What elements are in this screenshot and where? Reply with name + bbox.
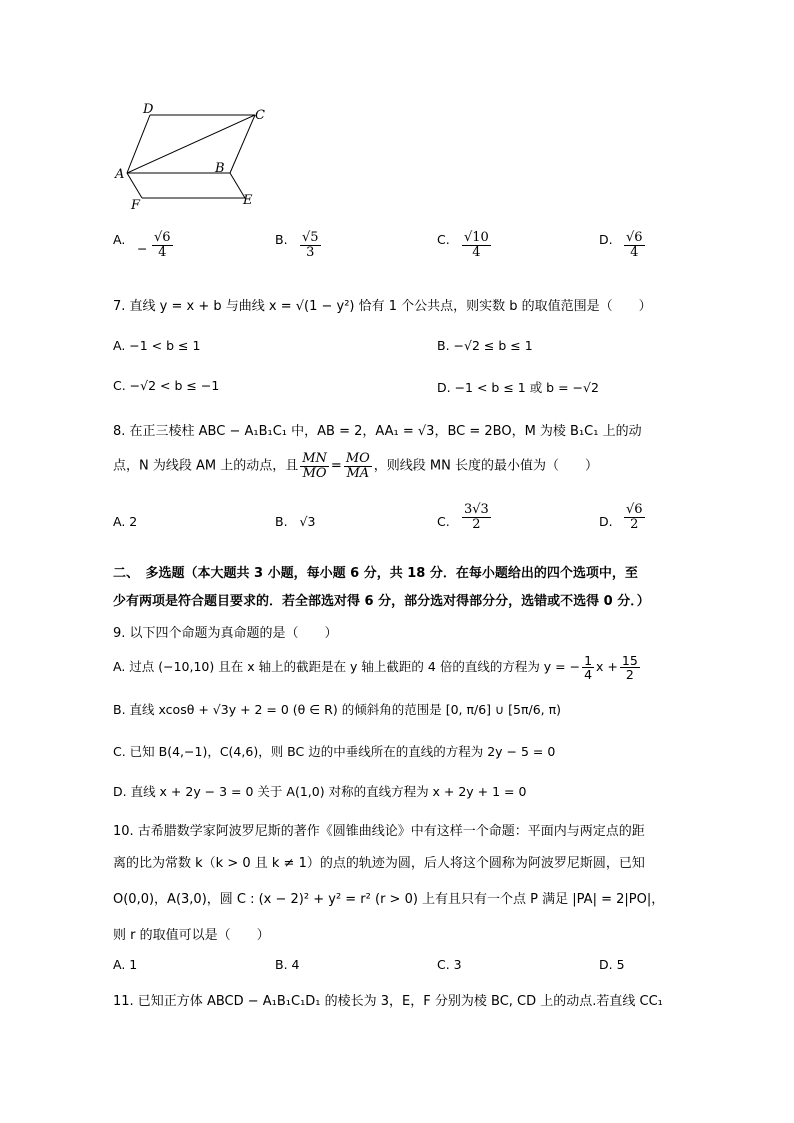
q6-option-a[interactable]: A. [113, 232, 126, 247]
label-B: B [215, 161, 225, 176]
q7-stem: 7. 直线 y = x + b 与曲线 x = √(1 − y²) 恰有 1 个公共点，则实数 b 的取值范围是（ ） [113, 299, 652, 314]
q7-option-c[interactable]: C. −√2 < b ≤ −1 [113, 378, 220, 393]
q6-option-c[interactable]: C. [437, 232, 450, 247]
q6-option-b-frac: $\frac{√5}{3}$ [302, 230, 319, 260]
label-A: A [115, 167, 125, 182]
q8-option-c[interactable]: C. [437, 514, 450, 529]
q6-option-d[interactable]: D. [599, 232, 613, 247]
q8-option-d[interactable]: D. [599, 514, 613, 529]
q9-option-c[interactable]: C. 已知 B(4,−1)，C(4,6)，则 BC 边的中垂线所在的直线的方程为 2y − 5 = 0 [113, 744, 556, 759]
label-E: E [243, 193, 253, 208]
q9-option-d[interactable]: D. 直线 x + 2y − 3 = 0 关于 A(1,0) 对称的直线方程为 x + 2y + 1 = 0 [113, 784, 527, 799]
q10-line3: O(0,0)，A(3,0)，圆 C : (x − 2)² + y² = r² (r > 0) 上有且只有一个点 P 满足 |PA| = 2|PO|， [113, 892, 665, 907]
q10-line1: 10. 古希腊数学家阿波罗尼斯的著作《圆锥曲线论》中有这样一个命题：平面内与两定点的距 [113, 824, 645, 839]
q10-line2: 离的比为常数 k（k > 0 且 k ≠ 1）的点的轨迹为圆，后人将这个圆称为阿波罗尼斯圆，已知 [113, 856, 645, 871]
geometry-figure [105, 100, 275, 215]
label-D: D [143, 102, 154, 117]
q8-line1: 8. 在正三棱柱 ABC − A₁B₁C₁ 中，AB = 2，AA₁ = √3，BC = 2BO，M 为棱 B₁C₁ 上的动 [113, 424, 642, 439]
q8-option-a[interactable]: A. 2 [113, 514, 138, 529]
q6-option-b[interactable]: B. [275, 232, 288, 247]
q7-option-d[interactable]: D. −1 < b ≤ 1 或 b = −√2 [437, 380, 599, 395]
label-F: F [131, 198, 141, 213]
q8-line2: 点，N 为线段 AM 上的动点，且 $\frac{MN}{MO}$ = $\frac{MO}{MA}$ ，则线段 MN 长度的最小值为（ ） [113, 451, 599, 481]
q10-line4: 则 r 的取值可以是（ ） [113, 928, 270, 943]
section2-line1: 二、 多选题（本大题共 3 小题，每小题 6 分，共 18 分．在每小题给出的四个选项中，至 [113, 566, 638, 581]
q9-b-range: [0, π/6] ∪ [5π/6, π) [445, 702, 562, 717]
q10-option-a[interactable]: A. 1 [113, 957, 138, 972]
q8-option-c-frac: $\frac{3√3}{2}$ [464, 502, 489, 532]
q9-option-b[interactable]: B. 直线 xcosθ + √3y + 2 = 0 (θ ∈ R) 的倾斜角的范围是 [0, π/6] ∪ [5π/6, π) [113, 702, 562, 717]
q9-stem: 9. 以下四个命题为真命题的是（ ） [113, 626, 338, 641]
q8-option-b[interactable]: B. √3 [275, 514, 316, 529]
q6-option-a-frac: $\frac{√6}{4}$ [154, 230, 171, 260]
q10-option-d[interactable]: D. 5 [599, 957, 625, 972]
q6-option-a-sign: − [137, 241, 148, 256]
q7-option-b[interactable]: B. −√2 ≤ b ≤ 1 [437, 338, 533, 353]
q6-option-c-frac: $\frac{√10}{4}$ [464, 230, 489, 260]
section2-line2: 少有两项是符合题目要求的．若全部选对得 6 分，部分选对得部分分，选错或不选得 0 分．） [113, 594, 650, 609]
q10-option-b[interactable]: B. 4 [275, 957, 300, 972]
q8-option-d-frac: $\frac{√6}{2}$ [626, 502, 643, 532]
q11-line1: 11. 已知正方体 ABCD − A₁B₁C₁D₁ 的棱长为 3，E，F 分别为棱 BC, CD 上的动点.若直线 CC₁ [113, 994, 663, 1009]
q7-option-a[interactable]: A. −1 < b ≤ 1 [113, 338, 201, 353]
q9-option-a[interactable]: A. 过点 (−10,10) 且在 x 轴上的截距是在 y 轴上截距的 4 倍的直线的方程为 y = − $\frac{1}{4}$ x + $\frac{15}{2}$ [113, 653, 638, 683]
label-C: C [255, 108, 265, 123]
q6-option-d-frac: $\frac{√6}{4}$ [626, 230, 643, 260]
q10-option-c[interactable]: C. 3 [437, 957, 462, 972]
